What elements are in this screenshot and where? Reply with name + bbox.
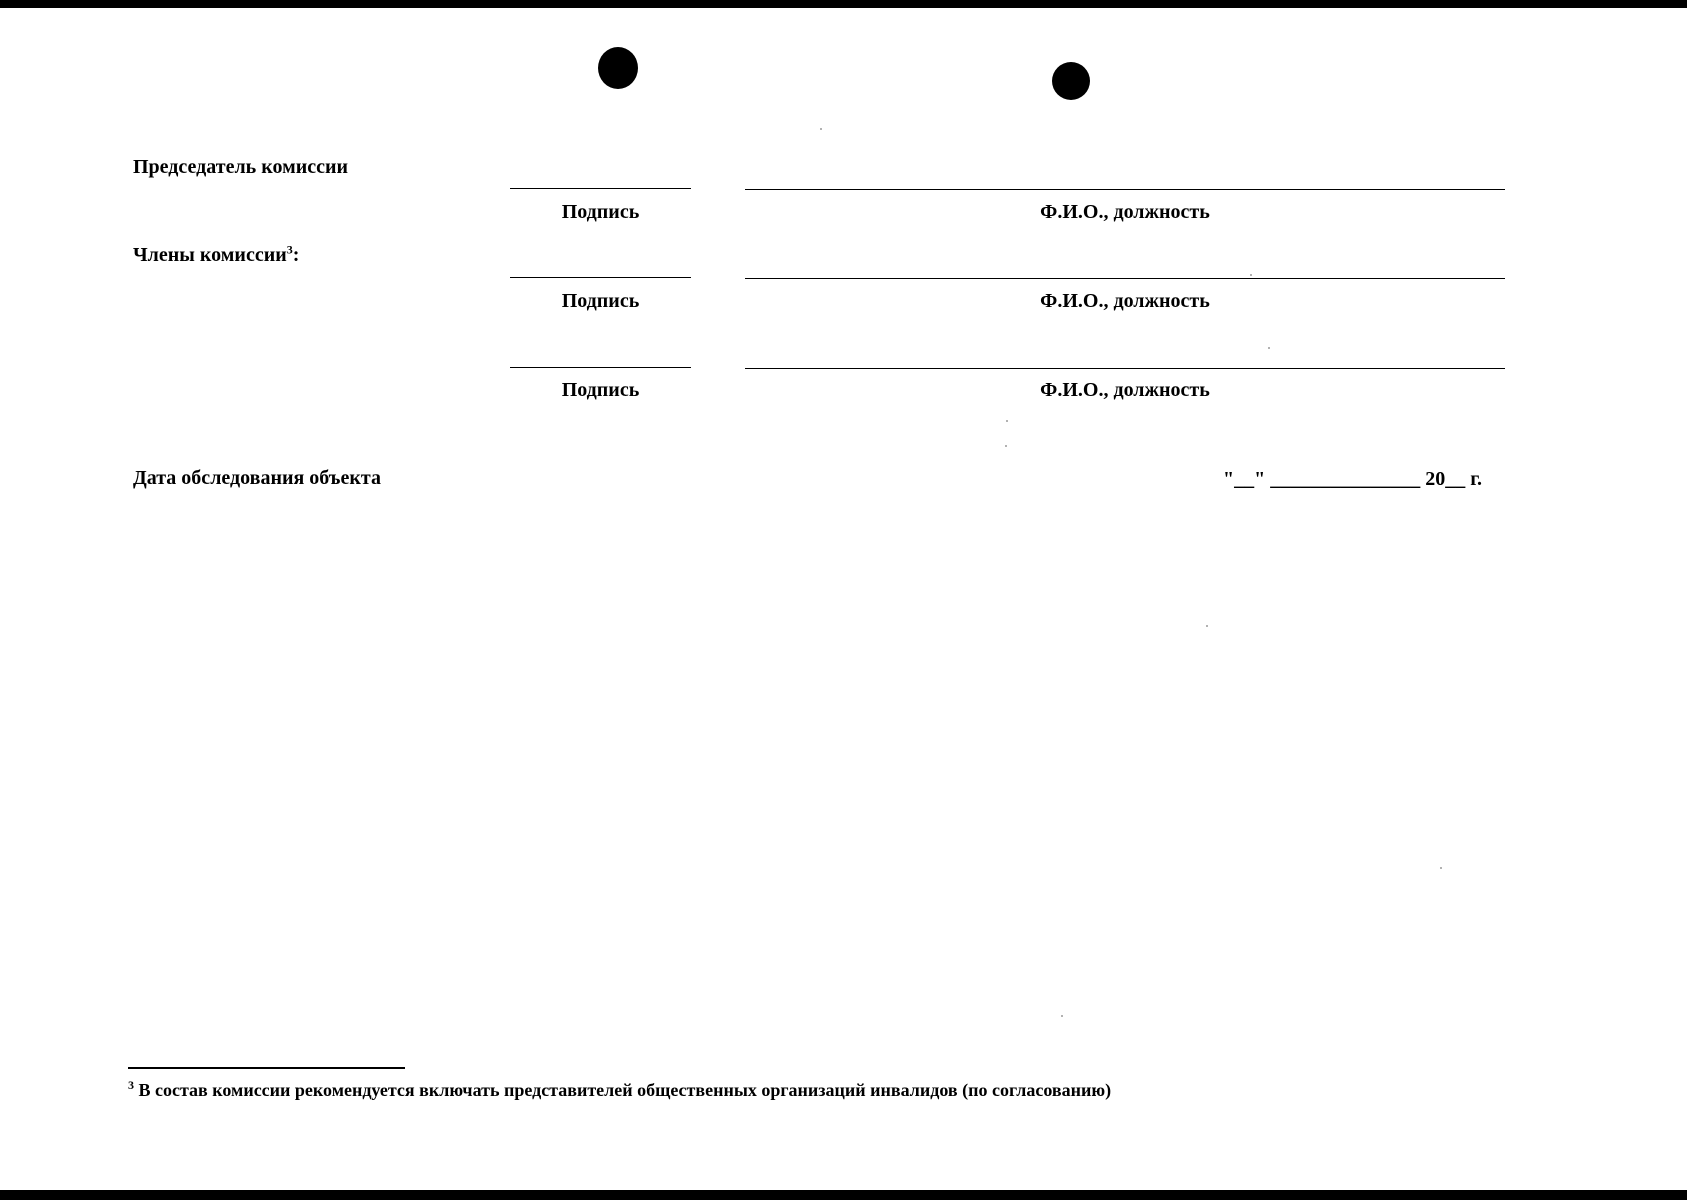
scan-speck: [1250, 274, 1252, 276]
member-2-name-line: [745, 368, 1505, 369]
scan-speck: [1206, 625, 1208, 627]
chairman-name-caption: Ф.И.О., должность: [1040, 201, 1210, 223]
punch-hole-right: [1052, 62, 1090, 100]
chairman-signature-line: [510, 188, 691, 189]
scan-speck: [1005, 445, 1007, 447]
chairman-label: Председатель комиссии: [133, 156, 349, 178]
scan-speck: [1268, 347, 1270, 349]
member-2-name-caption: Ф.И.О., должность: [1040, 379, 1210, 401]
chairman-signature-caption: Подпись: [561, 201, 640, 223]
member-1-name-line: [745, 278, 1505, 279]
footnote-text: В состав комиссии рекомендуется включать представителей общественных организаций инвалидов (по согласованию): [138, 1080, 1112, 1100]
member-2-signature-line: [510, 367, 691, 368]
scan-border-bottom: [0, 1190, 1687, 1200]
footnote-ref: 3: [128, 1078, 134, 1092]
member-2-signature-caption: Подпись: [561, 379, 640, 401]
scan-speck: [1440, 867, 1442, 869]
scan-speck: [1006, 420, 1008, 422]
members-label-suffix: :: [292, 244, 300, 266]
survey-date-label: Дата обследования объекта: [133, 467, 381, 489]
footnote-separator: [128, 1067, 405, 1069]
member-1-name-caption: Ф.И.О., должность: [1040, 290, 1210, 312]
scan-speck: [1061, 1015, 1063, 1017]
punch-hole-left: [598, 47, 638, 89]
members-label: [133, 243, 299, 267]
members-footnote-ref: 3: [286, 242, 293, 257]
scan-speck: [820, 128, 822, 130]
footnote: [128, 1079, 1111, 1101]
members-label-text: Члены комиссии: [133, 244, 287, 266]
member-1-signature-line: [510, 277, 691, 278]
member-1-signature-caption: Подпись: [561, 290, 640, 312]
scan-border-top: [0, 0, 1687, 8]
survey-date-blank: "__" _______________ 20__ г.: [1223, 468, 1483, 490]
chairman-name-line: [745, 189, 1505, 190]
